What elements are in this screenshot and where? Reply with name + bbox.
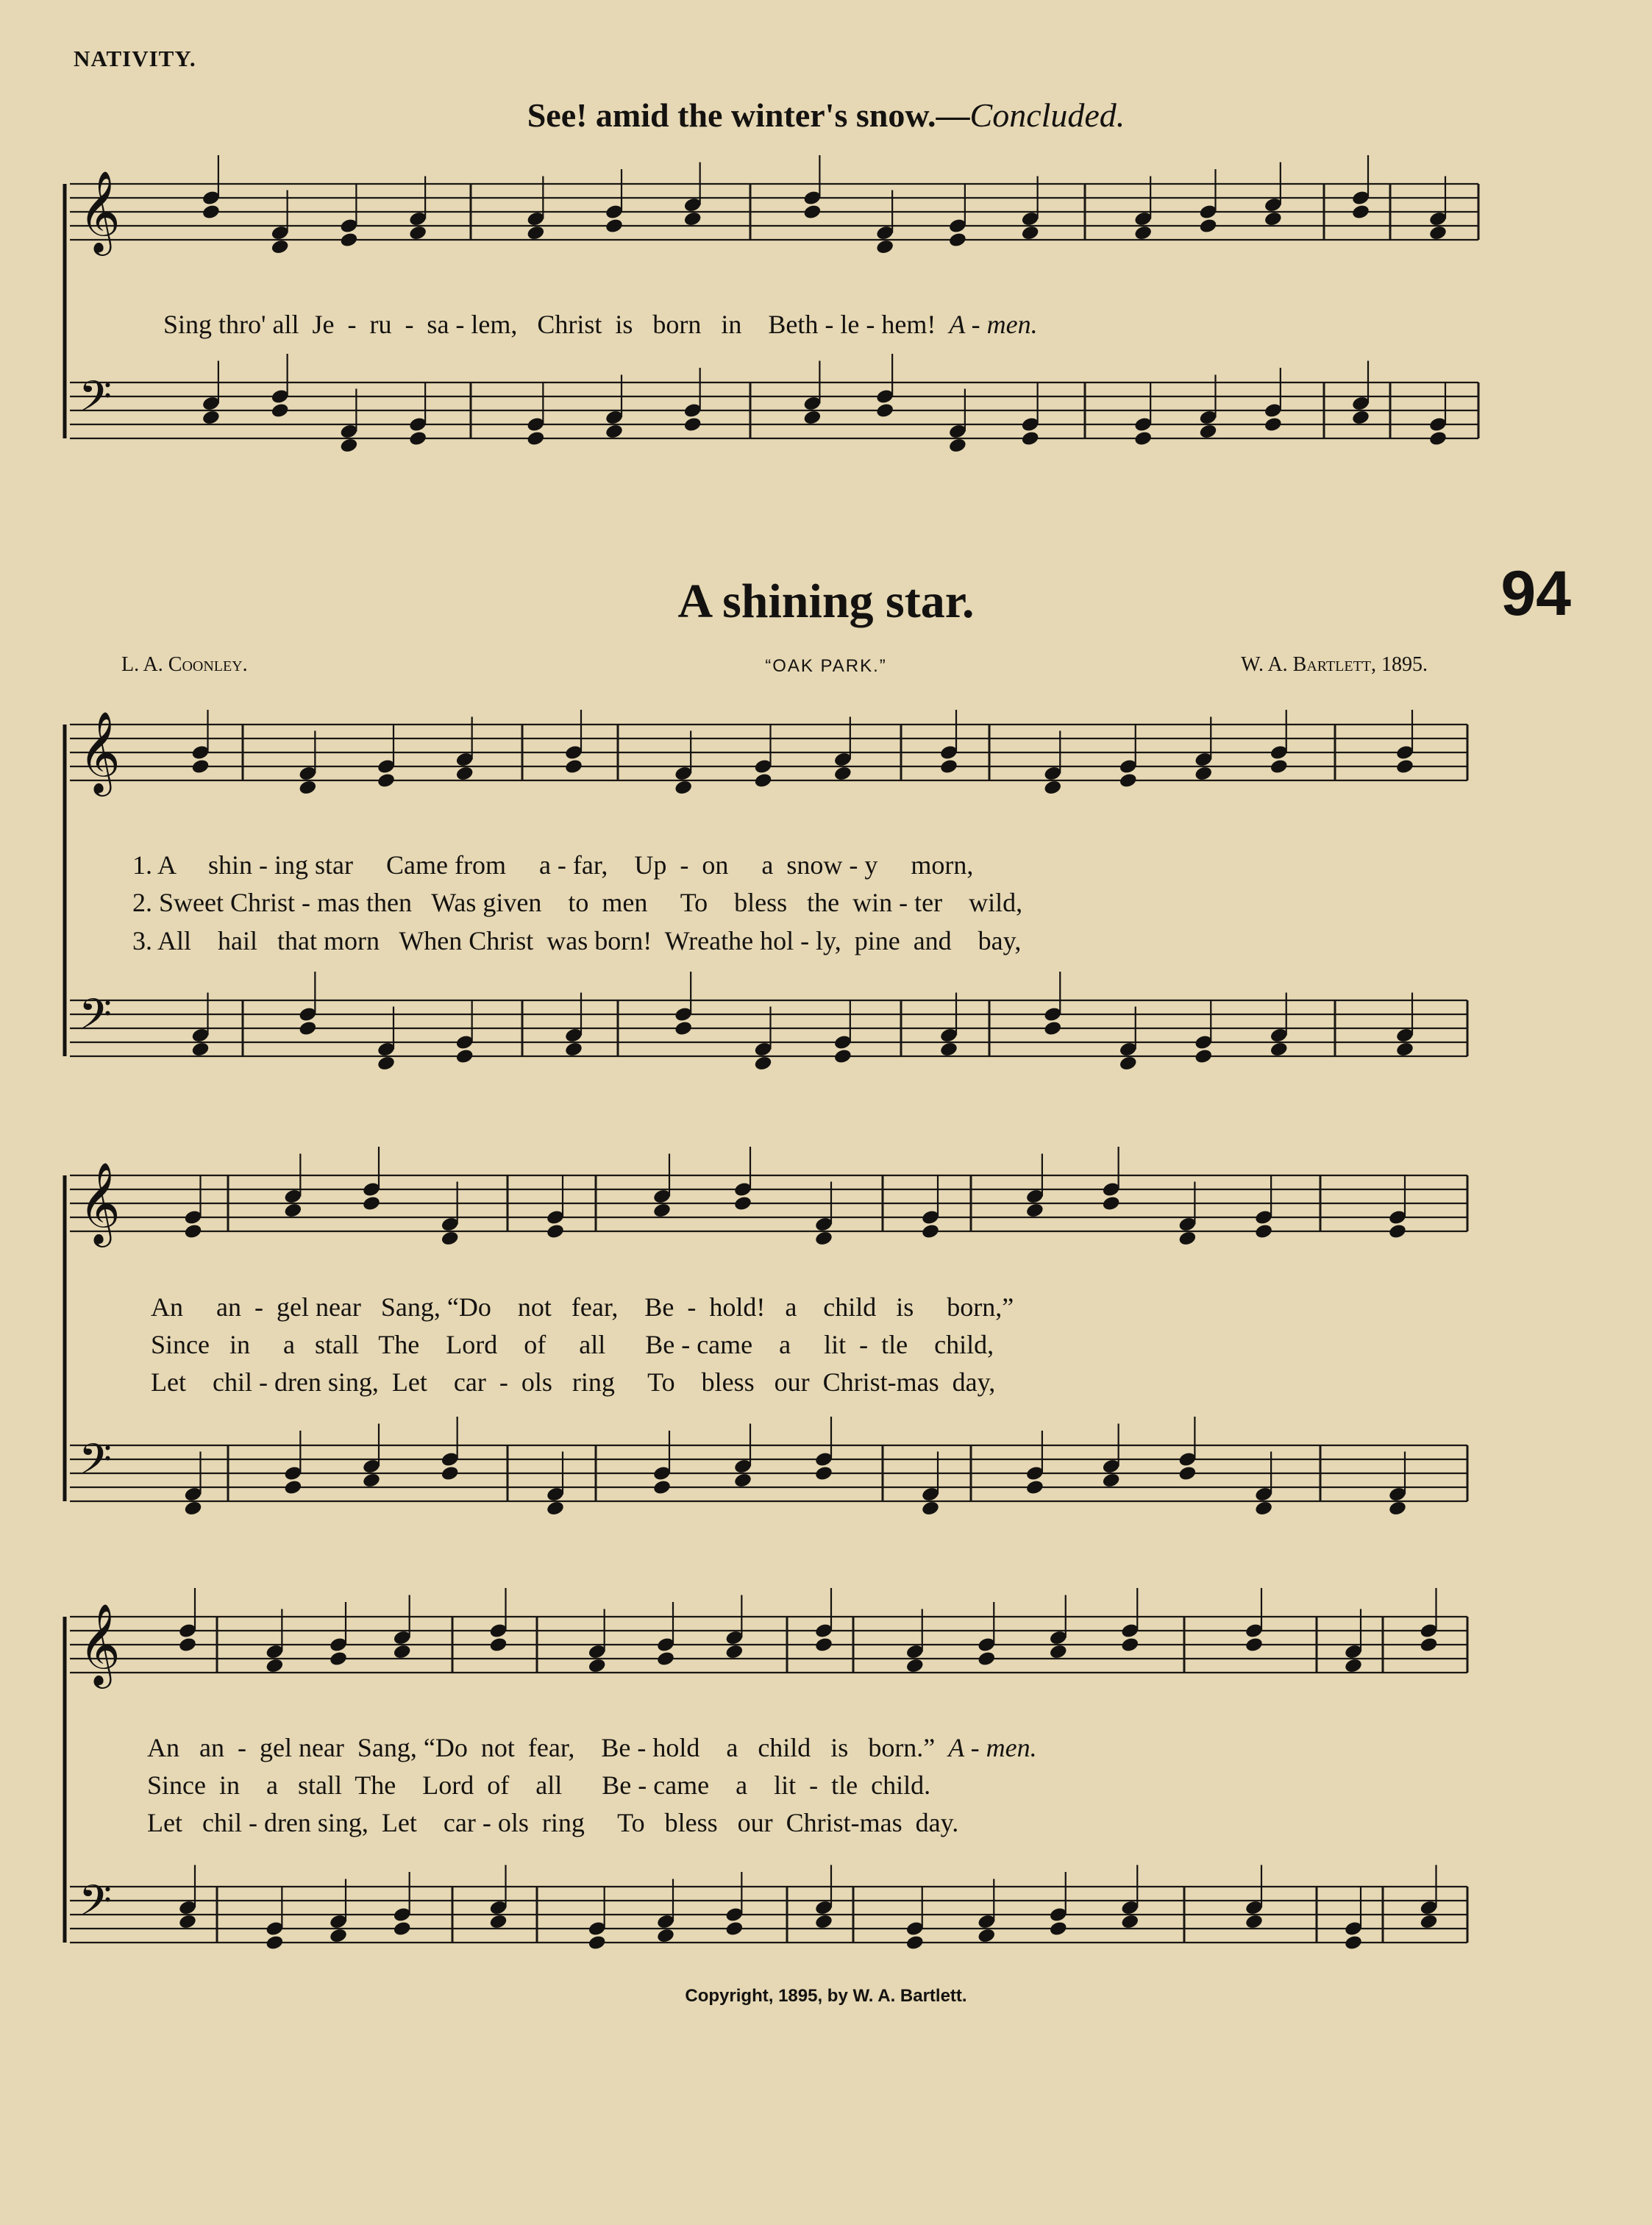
note-head: [1043, 1020, 1062, 1037]
note-head: [683, 416, 702, 433]
note-head: [656, 1651, 675, 1667]
note-head: [1270, 1041, 1289, 1058]
note-head: [1049, 1920, 1068, 1937]
verse-line-1-2: 2. Sweet Christ - mas then Was given to men To bless the win - ter wild,: [132, 888, 1023, 917]
treble-clef: 𝄞: [79, 170, 121, 252]
note-head: [1419, 1913, 1438, 1930]
verse-line-2-3: Let chil - dren sing, Let car - ols ring To bless our Christ-mas day,: [151, 1367, 996, 1397]
lyricist-credit: L. A. Coonley.: [121, 653, 248, 676]
note-head: [265, 1934, 284, 1951]
note-head: [202, 409, 221, 426]
note-head: [977, 1651, 996, 1667]
note-head: [1395, 1041, 1414, 1058]
note-head: [802, 204, 822, 221]
note-head: [329, 1927, 348, 1944]
note-head: [408, 430, 427, 447]
note-head: [1270, 758, 1289, 775]
note-head: [1133, 224, 1153, 241]
note-head: [921, 1500, 940, 1517]
note-head: [526, 430, 545, 447]
note-head: [1254, 1500, 1273, 1517]
note-head: [652, 1202, 672, 1219]
verse-line-2-2: Since in a stall The Lord of all Be - came a lit - tle child,: [151, 1330, 994, 1359]
treble-clef: 𝄞: [79, 711, 121, 793]
note-head: [298, 779, 317, 796]
note-head: [1344, 1657, 1363, 1674]
verse-line-3-1-text: An an - gel near Sang, “Do not fear, Be - hold a child is born.”: [147, 1733, 936, 1762]
note-head: [393, 1643, 412, 1660]
note-head: [339, 232, 358, 249]
verse-line-3-3: Let chil - dren sing, Let car - ols ring To bless our Christ-mas day.: [147, 1808, 959, 1837]
note-head: [441, 1230, 460, 1247]
note-head: [202, 204, 221, 221]
note-head: [674, 779, 693, 796]
previous-hymn-title-text: See! amid the winter's snow.—: [527, 96, 970, 134]
note-head: [526, 224, 545, 241]
note-head: [1119, 772, 1138, 789]
note-head: [1254, 1223, 1273, 1240]
note-head: [605, 423, 624, 440]
note-head: [814, 1913, 833, 1930]
note-head: [441, 1465, 460, 1482]
note-head: [1021, 224, 1040, 241]
note-head: [977, 1927, 996, 1944]
note-head: [178, 1637, 197, 1653]
note-head: [1198, 218, 1217, 235]
note-head: [733, 1472, 752, 1489]
note-head: [1245, 1637, 1264, 1653]
note-head: [546, 1500, 565, 1517]
note-head: [393, 1920, 412, 1937]
note-head: [1021, 430, 1040, 447]
section-tag: NATIVITY.: [74, 46, 196, 71]
note-head: [875, 402, 894, 419]
note-head: [1120, 1637, 1139, 1653]
previous-hymn-title-suffix: Concluded.: [969, 96, 1125, 134]
note-head: [1344, 1934, 1363, 1951]
note-head: [455, 1048, 474, 1065]
note-head: [1133, 430, 1153, 447]
note-head: [753, 772, 772, 789]
note-head: [1264, 210, 1283, 227]
note-head: [1351, 204, 1370, 221]
bass-clef: 𝄢: [79, 989, 113, 1050]
hymn-title: A shining star.: [677, 574, 975, 628]
note-head: [183, 1223, 202, 1240]
note-head: [833, 1048, 852, 1065]
note-head: [939, 758, 958, 775]
note-head: [1025, 1479, 1044, 1496]
note-head: [1351, 409, 1370, 426]
note-head: [814, 1637, 833, 1653]
note-head: [564, 758, 583, 775]
note-head: [362, 1195, 381, 1212]
bass-clef: 𝄢: [79, 1434, 113, 1495]
note-head: [724, 1643, 744, 1660]
hymn-amen: A - men.: [948, 1733, 1037, 1762]
note-head: [408, 224, 427, 241]
note-head: [833, 765, 852, 782]
note-head: [1395, 758, 1414, 775]
note-head: [1178, 1465, 1197, 1482]
note-head: [905, 1934, 925, 1951]
note-head: [1388, 1223, 1407, 1240]
note-head: [1102, 1472, 1121, 1489]
note-head: [191, 758, 210, 775]
note-head: [183, 1500, 202, 1517]
note-head: [1194, 1048, 1213, 1065]
note-head: [1428, 430, 1448, 447]
note-head: [921, 1223, 940, 1240]
treble-clef: 𝄞: [79, 1603, 121, 1685]
note-head: [588, 1657, 607, 1674]
hymn-number: 94: [1500, 558, 1571, 629]
note-head: [1025, 1202, 1044, 1219]
note-head: [329, 1651, 348, 1667]
verse-line-1-1: 1. A shin - ing star Came from a - far, Up - on a snow - y morn,: [132, 850, 974, 880]
note-head: [362, 1472, 381, 1489]
note-head: [605, 218, 624, 235]
note-head: [656, 1927, 675, 1944]
note-head: [377, 772, 396, 789]
note-head: [724, 1920, 744, 1937]
note-head: [283, 1202, 302, 1219]
note-head: [948, 232, 967, 249]
note-head: [488, 1913, 508, 1930]
note-head: [948, 437, 967, 454]
note-head: [1119, 1055, 1138, 1072]
previous-hymn-amen: A - men.: [949, 310, 1038, 339]
note-head: [1245, 1913, 1264, 1930]
note-head: [588, 1934, 607, 1951]
note-head: [753, 1055, 772, 1072]
composer-credit: W. A. Bartlett, 1895.: [1241, 653, 1428, 676]
verse-line-3-2: Since in a stall The Lord of all Be - came a lit - tle child.: [147, 1770, 931, 1800]
note-head: [455, 765, 474, 782]
note-head: [1178, 1230, 1197, 1247]
note-head: [283, 1479, 302, 1496]
note-head: [939, 1041, 958, 1058]
bass-clef: 𝄢: [79, 1876, 113, 1936]
verse-line-1-3: 3. All hail that morn When Christ was born! Wreathe hol - ly, pine and bay,: [132, 926, 1022, 955]
note-head: [683, 210, 702, 227]
note-head: [1264, 416, 1283, 433]
copyright-notice: Copyright, 1895, by W. A. Bartlett.: [685, 1986, 967, 2006]
note-head: [1043, 779, 1062, 796]
note-head: [271, 402, 290, 419]
note-head: [1419, 1637, 1438, 1653]
note-head: [271, 238, 290, 255]
tune-name: “OAK PARK.”: [765, 656, 887, 676]
note-head: [546, 1223, 565, 1240]
note-head: [1198, 423, 1217, 440]
note-head: [1120, 1913, 1139, 1930]
note-head: [652, 1479, 672, 1496]
note-head: [298, 1020, 317, 1037]
note-head: [1049, 1643, 1068, 1660]
previous-hymn-lyric-line: Sing thro' all Je - ru - sa - lem, Christ is born in Beth - le - hem!: [163, 310, 936, 339]
note-head: [802, 409, 822, 426]
note-head: [674, 1020, 693, 1037]
note-head: [814, 1465, 833, 1482]
note-head: [1194, 765, 1213, 782]
bass-clef: 𝄢: [79, 371, 113, 432]
note-head: [1428, 224, 1448, 241]
verse-line-2-1: An an - gel near Sang, “Do not fear, Be - hold! a child is born,”: [151, 1292, 1014, 1322]
note-head: [488, 1637, 508, 1653]
note-head: [265, 1657, 284, 1674]
note-head: [1102, 1195, 1121, 1212]
note-head: [191, 1041, 210, 1058]
treble-clef: 𝄞: [79, 1161, 121, 1244]
note-head: [178, 1913, 197, 1930]
note-head: [339, 437, 358, 454]
note-head: [733, 1195, 752, 1212]
note-head: [875, 238, 894, 255]
note-head: [377, 1055, 396, 1072]
note-head: [564, 1041, 583, 1058]
note-head: [905, 1657, 925, 1674]
note-head: [814, 1230, 833, 1247]
note-head: [1388, 1500, 1407, 1517]
